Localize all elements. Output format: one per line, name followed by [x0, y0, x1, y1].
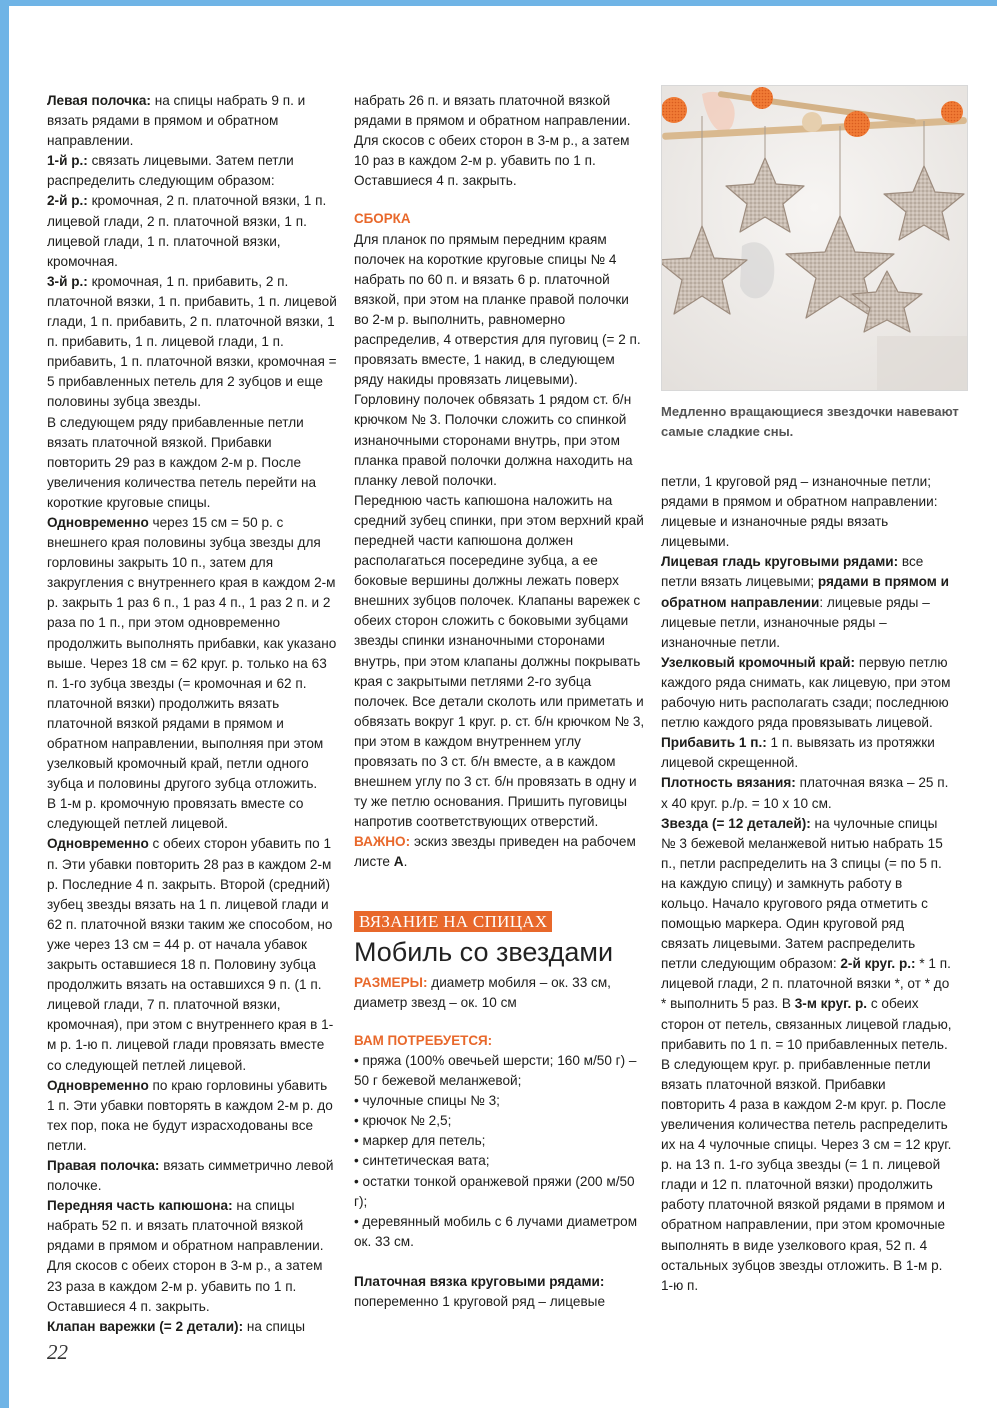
garter-round-paragraph	[354, 1272, 646, 1312]
sizes-label: РАЗМЕРЫ:	[354, 974, 428, 990]
sizes-text: диаметр мобиля – ок. 33 см, диаметр звезд – ок. 10 см	[354, 974, 611, 1010]
bold-term: Передняя часть капюшона:	[47, 1198, 233, 1214]
bold-term: Плотность вязания:	[661, 775, 796, 791]
materials-list-item: • пряжа (100% овечьей шерсти; 160 м/50 г) – 50 г бежевой меланжевой;	[354, 1052, 637, 1089]
paragraph-text: * 1 п. лицевой глади, 2 п. платочной вязки *, от * до * выполнить 5 раз. В	[661, 956, 951, 1012]
page-frame-top	[0, 0, 997, 6]
assembly-heading: СБОРКА	[354, 211, 411, 227]
col1-paragraph	[47, 272, 337, 413]
paragraph-text: кромочная, 2 п. платочной вязки, 1 п. лицевой глади, 2 п. платочной вязки, 1 п. лицевой глади, 1 п. платочной вязки, кромочная.	[47, 193, 327, 269]
garter-round-label: Платочная вязка круговыми рядами:	[354, 1273, 605, 1289]
text-column-3	[661, 472, 953, 1296]
bold-term: Звезда (= 12 деталей):	[661, 815, 811, 831]
col1-paragraph	[47, 1156, 337, 1196]
text-column-2	[354, 91, 646, 1312]
bold-term: Одновременно	[47, 514, 149, 530]
bold-term: рядами в прямом и обратном направлении	[661, 574, 949, 610]
col1-paragraph	[47, 834, 337, 1075]
bold-term: Одновременно	[47, 1077, 149, 1093]
bold-term: Левая полочка:	[47, 93, 151, 108]
bold-term: Правая полочка:	[47, 1157, 160, 1173]
col1-paragraph	[47, 1317, 337, 1337]
bold-term: 2-й круг. р.:	[840, 956, 916, 972]
bold-term: 1-й р.:	[47, 153, 88, 169]
sizes-line	[354, 973, 646, 1013]
col3-paragraph	[661, 814, 953, 1296]
col1-paragraph	[47, 1076, 337, 1156]
paragraph-text: на спицы набрать 52 п. и вязать платочной вязкой рядами в прямом и обратном направлении. Для скосов с обеих сторон в 3-м р., а затем 23 раза в каждом 2-м р. убавить по 1 п. Оставшиеся 4 п. закрыть.	[47, 1198, 324, 1314]
text-column-1	[47, 91, 337, 1337]
bold-term: Клапан варежки (= 2 детали):	[47, 1318, 244, 1334]
page-number: 22	[47, 1340, 68, 1364]
col3-paragraph	[661, 472, 953, 552]
important-text: эскиз звезды приведен на рабочем листе	[354, 834, 636, 870]
col3-paragraph	[661, 733, 953, 773]
paragraph-text: связать лицевыми. Затем петли распределить следующим образом:	[47, 153, 294, 189]
important-note	[354, 832, 646, 872]
paragraph-text: платочная вязка – 25 п. х 40 круг. р./р. = 10 х 10 см.	[661, 775, 949, 811]
section-banner: ВЯЗАНИЕ НА СПИЦАХ	[354, 911, 552, 932]
materials-list-item: • остатки тонкой оранжевой пряжи (200 м/50 г);	[354, 1173, 635, 1209]
materials-list-item: • деревянный мобиль с 6 лучами диаметром ок. 33 см.	[354, 1213, 638, 1249]
mobile-photo	[661, 85, 968, 391]
paragraph-text: на чулочные спицы № 3 бежевой меланжевой нитью набрать 15 п., петли распределить на 3 спицы (= по 5 п. на каждую спицу) и замкнуть работу в кольцо. Начало кругового ряда отметить с помощью маркера. Один круговой ряд связать лицевыми. Затем распределить петли следующим образом:	[661, 815, 943, 972]
paragraph-text: 1 п. вывязать из протяжки лицевой скрещенной.	[661, 735, 935, 771]
bold-term: Прибавить 1 п.:	[661, 735, 767, 751]
garter-round-text: попеременно 1 круговой ряд – лицевые	[354, 1293, 606, 1309]
paragraph-text: на спицы набрать 9 п. и вязать рядами в прямом и обратном направлении.	[47, 93, 306, 149]
bold-term: 2-й р.:	[47, 193, 88, 209]
important-sheet: А	[393, 854, 404, 870]
important-end: .	[403, 854, 408, 870]
paragraph-text: все петли вязать лицевыми;	[661, 554, 924, 590]
paragraph-text: через 15 см = 50 р. с внешнего края половины зубца звезды для горловины закрыть 10 п., затем для закругления с внутреннего края в каждом 2-м р. закрыть 1 раз 6 п., 1 раз 4 п., 1 раз 2 п. и 2 раза по 1 п., при этом одновременно продолжить выполнять прибавки, как указано выше. Через 18 см = 62 круг. р. только на 63 п. 1-го зубца звезды (= кромочная и 62 п. платочной вязки) продолжить вязать платочной вязкой рядами в прямом и обратном направлении, выполняя при этом узелковый кромочный край, петли одного зубца и половины другого зубца отложить.	[47, 514, 337, 792]
materials-list-item: • крючок № 2,5;	[354, 1113, 452, 1129]
col1-paragraph	[47, 413, 337, 513]
col1-paragraph	[47, 513, 337, 794]
assembly-paragraph-1: Для планок по прямым передним краям полочек на короткие круговые спицы № 4 набрать по 60 п. и вязать 6 р. платочной вязкой, при этом на планке правой полочки во 2-м р. выполнить, равномерно распределив, 4 отверстия для пуговиц (= 2 п. провязать вместе, 1 накид, в следующем ряду накиды провязать лицевыми). Горловину полочек обвязать 1 рядом ст. б/н крючком № 3. Полочки сложить со спинкой изнаночными сторонами внутрь, при этом планка правой полочки должна находить на планку левой полочки.	[354, 231, 641, 488]
paragraph-text: по краю горловины убавить 1 п. Эти убавки повторять в каждом 2-м р. до тех пор, пока не будут израсходованы все петли.	[47, 1077, 333, 1153]
paragraph-text: петли, 1 круговой ряд – изнаночные петли; рядами в прямом и обратном направлении: лицевые и изнаночные ряды вязать лицевыми.	[661, 474, 938, 550]
bold-term: 3-м круг. р.	[794, 996, 868, 1012]
paragraph-text: вязать симметрично левой полочке.	[47, 1157, 334, 1194]
assembly-paragraph-2: Переднюю часть капюшона наложить на средний зубец спинки, при этом верхний край передней части капюшона должен располагаться посередине зубца, а ее боковые вершины должны лежать поверх внешних зубцов полочек. Клапаны варежек с обеих сторон сложить с боковыми зубцами звезды спинки изнаночными сторонами внутрь, при этом клапаны должны покрывать края с закрытыми петлями 2-го зубца полочек. Все детали сколоть или приметать и обвязать вокруг 1 круг. р. ст. б/н крючком № 3, при этом в каждом внутреннем углу провязать по 3 ст. б/н вместе, а в каждом внешнем углу по 3 ст. б/н провязать в одну и ту же петлю основания. Пришить пуговицы напротив соответствующих отверстий.	[354, 492, 645, 830]
materials-list-item: • чулочные спицы № 3;	[354, 1093, 500, 1109]
col1-paragraph	[47, 151, 337, 191]
bold-term: Лицевая гладь круговыми рядами:	[661, 554, 899, 570]
article-title: Мобиль со звездами	[354, 936, 614, 967]
bold-term: Узелковый кромочный край:	[661, 654, 856, 670]
col2-intro-paragraph: набрать 26 п. и вязать платочной вязкой рядами в прямом и обратном направлении. Для скосов с обеих сторон в 3-м р., а затем 10 раз в каждом 2-м р. убавить по 1 п. Оставшиеся 4 п. закрыть.	[354, 93, 631, 189]
paragraph-text: В следующем ряду прибавленные петли вязать платочной вязкой. Прибавки повторить 29 раз в каждом 2-м р. После увеличения количества петель перейти на короткие круговые спицы.	[47, 414, 317, 510]
paragraph-text: В 1-м р. кромочную провязать вместе со следующей петлей лицевой.	[47, 796, 304, 832]
col1-paragraph	[47, 91, 337, 151]
col1-paragraph	[47, 794, 337, 834]
paragraph-text: с обеих сторон от петель, связанных лицевой гладью, прибавить по 1 п. = 10 прибавленных петель. В следующем круг. р. прибавленные петли вязать платочной вязкой. Прибавки повторить 4 раза в каждом 2-м круг. р. После увеличения количества петель распределить их на 4 чулочные спицы. Через 3 см = 12 круг. р. на 13 п. 1-го зубца звезды (= 1 п. лицевой глади и 12 п. платочной вязки) продолжить работу платочной вязкой рядами в прямом и обратном направлении, при этом кромочные выполнять в виде узелкового края, 52 п. 4 остальных зубцов звезды отложить. В 1-м р. 1-ю п.	[661, 996, 952, 1293]
bold-term: 3-й р.:	[47, 273, 88, 289]
materials-list-item: • маркер для петель;	[354, 1133, 486, 1149]
paragraph-text: : лицевые ряды – лицевые петли, изнаночные ряды – изнаночные петли.	[661, 594, 930, 650]
col3-paragraph	[661, 653, 953, 733]
paragraph-text: кромочная, 1 п. прибавить, 2 п. платочной вязки, 1 п. прибавить, 1 п. лицевой глади, 1 п. прибавить, 2 п. платочной вязки, 1 п. прибавить, 1 п. лицевой глади, 1 п. прибавить, 1 п. платочной вязки, кромочная = 5 прибавленных петель для 2 зубцов и еще половины зубца звезды.	[47, 273, 337, 410]
materials-heading: ВАМ ПОТРЕБУЕТСЯ:	[354, 1032, 493, 1048]
photo-caption: Медленно вращающиеся звездочки навевают самые сладкие сны.	[661, 404, 959, 439]
materials-list-item: • синтетическая вата;	[354, 1153, 490, 1169]
col1-paragraph	[47, 191, 337, 271]
paragraph-text: первую петлю каждого ряда снимать, как лицевую, при этом рабочую нить располагать сзади; последнюю петлю каждого ряда провязывать лицевой.	[661, 654, 951, 731]
paragraph-text: на спицы	[243, 1318, 306, 1334]
materials-list	[354, 1051, 646, 1252]
paragraph-text: с обеих сторон убавить по 1 п. Эти убавки повторить 28 раз в каждом 2-м р. Последние 4 п. закрыть. Второй (средний) зубец звезды вязать на 1 п. лицевой глади и 62 п. платочной вязки таким же способом, но уже через 13 см = 44 р. от начала убавок закрыть оставшиеся 18 п. Половину зубца продолжить вязать на оставшихся 9 п. (1 п. лицевой глади, 7 п. платочной вязки, кромочная), при этом с внутреннего края в 1-м р. 1-ю п. лицевой глади провязать вместе со следующей петлей лицевой.	[47, 836, 334, 1073]
col3-paragraph	[661, 773, 953, 813]
page-frame-left	[0, 0, 9, 1408]
col1-paragraph	[47, 1196, 337, 1317]
knitted-stars-mobile-image	[662, 86, 967, 390]
important-label: ВАЖНО:	[354, 834, 411, 850]
bold-term: Одновременно	[47, 836, 149, 852]
col3-paragraph	[661, 552, 953, 652]
